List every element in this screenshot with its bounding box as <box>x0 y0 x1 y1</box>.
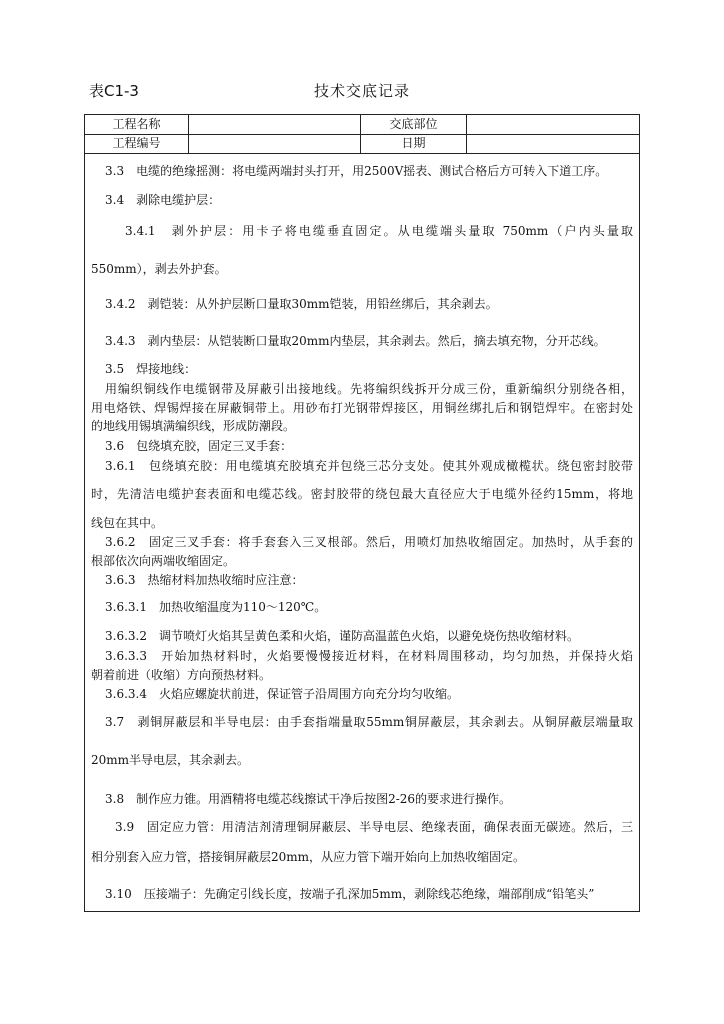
body-line: 3.8 制作应力锥。用酒精将电缆芯线擦试干净后按图2-26的要求进行操作。 <box>105 792 512 806</box>
record-table <box>84 114 640 912</box>
body-line: 3.6 包绕填充胶，固定三叉手套： <box>105 439 293 453</box>
body-line: 3.4.3 剥内垫层：从铠装断口量取20mm内垫层，其余剥去。然后，摘去填充物，分开芯线。 <box>105 334 606 348</box>
body-line: 3.6.3.2 调节喷灯火焰其呈黄色柔和火焰，谨防高温蓝色火焰，以避免烧伤热收缩材料。 <box>105 629 579 643</box>
project-name-value[interactable] <box>189 115 361 134</box>
body-line: 3.6.2 固定三叉手套：将手套套入三叉根部。然后，用喷灯加热收缩固定。加热时，从手套的 <box>105 535 633 549</box>
project-no-label: 工程编号 <box>85 134 189 153</box>
body-line: 用编织铜线作电缆钢带及屏蔽引出接地线。先将编织线拆开分成三份，重新编织分别绕各相， <box>105 382 633 396</box>
body-line: 550mm），剥去外护套。 <box>91 262 227 276</box>
body-line: 3.6.1 包绕填充胶：用电缆填充胶填充并包绕三芯分支处。使其外观成橄榄状。绕包密封胶带 <box>105 459 633 473</box>
body-line: 根部依次向两端收缩固定。 <box>91 554 236 568</box>
header-row-2 <box>85 134 639 154</box>
body-line: 3.3 电缆的绝缘摇测：将电缆两端封头打开，用2500V摇表、测试合格后方可转入下道工序。 <box>105 164 608 178</box>
body-line: 3.5 焊接地线： <box>105 362 197 376</box>
body-line: 时，先清洁电缆护套表面和电缆芯线。密封胶带的绕包最大直径应大于电缆外径约15mm，将地 <box>91 487 633 501</box>
header-row-1 <box>85 115 639 135</box>
document-title: 技术交底记录 <box>313 82 410 100</box>
body-line: 3.4 剥除电缆护层： <box>105 193 221 207</box>
body-line: 3.6.3.4 火焰应螺旋状前进，保证管子沿周围方向充分均匀收缩。 <box>105 687 459 701</box>
body-line: 3.9 固定应力管：用清洁剂清理铜屏蔽层、半导电层、绝缘表面，确保表面无碳迹。然后，三 <box>115 820 633 834</box>
body-line: 的地线用锡填满编织线，形成防潮段。 <box>91 419 296 433</box>
date-label: 日期 <box>361 134 467 153</box>
body-line: 3.7 剥铜屏蔽层和半导电层：由手套指端量取55mm铜屏蔽层，其余剥去。从铜屏蔽层端量取 <box>105 715 633 729</box>
body-line: 3.6.3.3 开始加热材料时，火焰要慢慢接近材料，在材料周围移动，均匀加热，并保持火焰 <box>105 649 633 663</box>
body-line: 线包在其中。 <box>91 516 164 530</box>
form-id: 表C1-3 <box>89 82 139 100</box>
body-line: 用电烙铁、焊锡焊接在屏蔽铜带上。用砂布打光钢带焊接区，用铜丝绑扎后和钢铠焊牢。在密封处 <box>91 401 633 415</box>
handover-part-value[interactable] <box>467 115 639 134</box>
body-line: 相分别套入应力管，搭接铜屏蔽层20mm，从应力管下端开始向上加热收缩固定。 <box>91 850 526 864</box>
body-line: 朝着前进（收缩）方向预热材料。 <box>91 668 272 682</box>
handover-part-label: 交底部位 <box>361 115 467 134</box>
date-value[interactable] <box>467 134 639 153</box>
body-line: 3.6.3.1 加热收缩温度为110～120℃。 <box>105 600 327 614</box>
body-line: 3.10 压接端子：先确定引线长度，按端子孔深加5mm，剥除线芯绝缘，端部削成“铅笔头” <box>105 887 595 901</box>
body-line: 20mm半导电层，其余剥去。 <box>91 753 250 767</box>
body-line: 3.6.3 热缩材料加热收缩时应注意： <box>105 573 304 587</box>
body-line: 3.4.1 剥外护层：用卡子将电缆垂直固定。从电缆端头量取 750mm（户内头量取 <box>125 224 633 238</box>
project-no-value[interactable] <box>189 134 361 153</box>
project-name-label: 工程名称 <box>85 115 189 134</box>
body-line: 3.4.2 剥铠装：从外护层断口量取30mm铠装，用铅丝绑后，其余剥去。 <box>105 297 498 311</box>
